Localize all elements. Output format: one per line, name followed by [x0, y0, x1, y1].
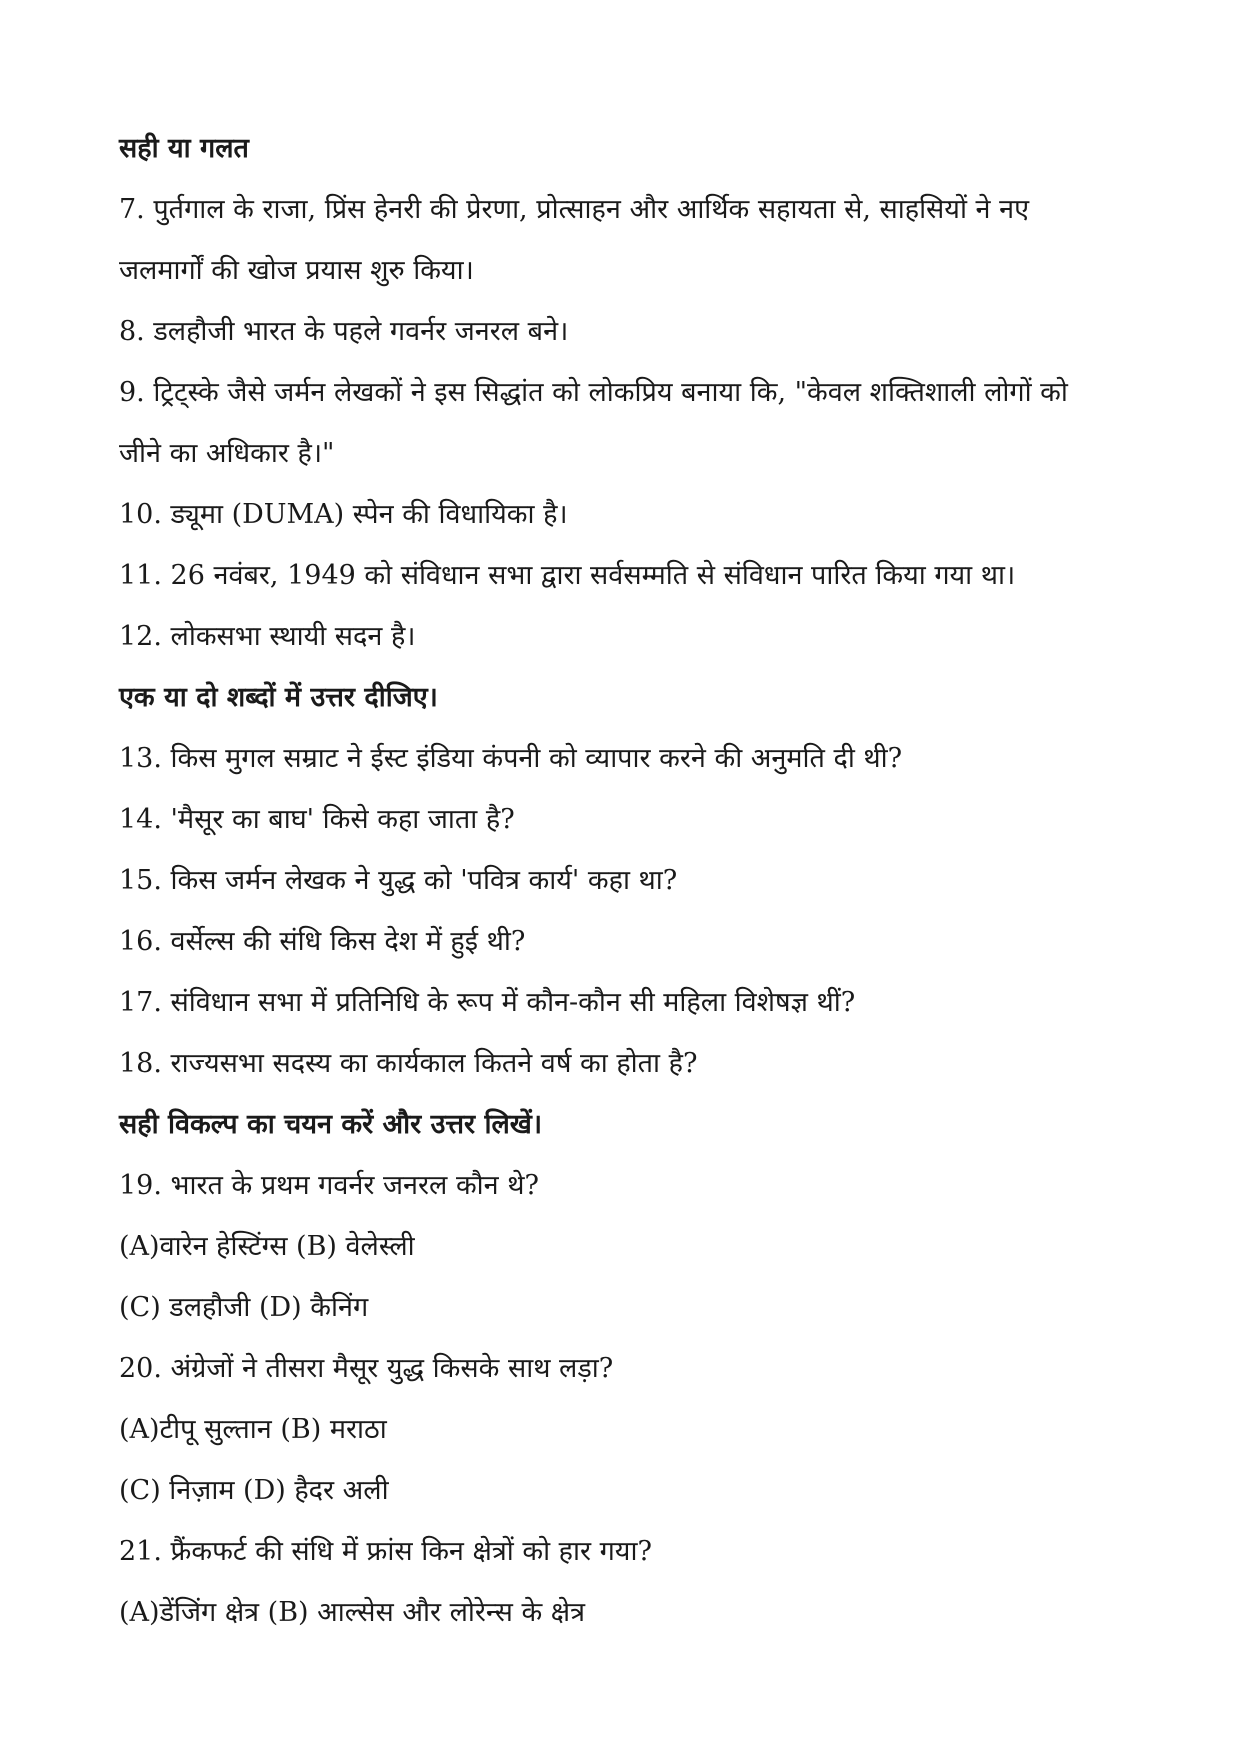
- question-19: 19. भारत के प्रथम गवर्नर जनरल कौन थे?: [119, 1170, 539, 1201]
- section-heading-short-answer: एक या दो शब्दों में उत्तर दीजिए।: [119, 682, 438, 713]
- question-7-line-2: जलमार्गों की खोज प्रयास शुरु किया।: [119, 255, 474, 286]
- section-heading-true-false: सही या गलत: [119, 133, 249, 164]
- question-8: 8. डलहौजी भारत के पहले गवर्नर जनरल बने।: [119, 316, 569, 347]
- question-10: 10. ड्यूमा (DUMA) स्पेन की विधायिका है।: [119, 499, 568, 530]
- section-heading-multiple-choice: सही विकल्प का चयन करें और उत्तर लिखें।: [119, 1109, 543, 1140]
- question-17: 17. संविधान सभा में प्रतिनिधि के रूप में कौन-कौन सी महिला विशेषज्ञ थीं?: [119, 987, 856, 1018]
- question-9-line-1: 9. ट्रिट्स्के जैसे जर्मन लेखकों ने इस सिद्धांत को लोकप्रिय बनाया कि, "केवल शक्तिशाली लोगों को: [119, 377, 1068, 408]
- question-13: 13. किस मुगल सम्राट ने ईस्ट इंडिया कंपनी को व्यापार करने की अनुमति दी थी?: [119, 743, 903, 774]
- question-20-options-cd: (C) निज़ाम (D) हैदर अली: [119, 1475, 389, 1506]
- question-19-options-ab: (A)वारेन हेस्टिंग्स (B) वेलेस्ली: [119, 1231, 415, 1262]
- question-9-line-2: जीने का अधिकार है।": [119, 438, 335, 469]
- question-list: [119, 118, 1129, 1643]
- question-14: 14. 'मैसूर का बाघ' किसे कहा जाता है?: [119, 804, 515, 835]
- question-21: 21. फ्रैंकफर्ट की संधि में फ्रांस किन क्षेत्रों को हार गया?: [119, 1536, 652, 1567]
- question-12: 12. लोकसभा स्थायी सदन है।: [119, 621, 416, 652]
- question-21-options-ab: (A)डेंजिंग क्षेत्र (B) आल्सेस और लोरेन्स के क्षेत्र: [119, 1597, 586, 1628]
- question-19-options-cd: (C) डलहौजी (D) कैनिंग: [119, 1292, 369, 1323]
- question-16: 16. वर्सेल्स की संधि किस देश में हुई थी?: [119, 926, 526, 957]
- question-15: 15. किस जर्मन लेखक ने युद्ध को 'पवित्र कार्य' कहा था?: [119, 865, 678, 896]
- question-11: 11. 26 नवंबर, 1949 को संविधान सभा द्वारा सर्वसम्मति से संविधान पारित किया गया था।: [119, 560, 1016, 591]
- question-18: 18. राज्यसभा सदस्य का कार्यकाल कितने वर्ष का होता है?: [119, 1048, 698, 1079]
- question-20: 20. अंग्रेजों ने तीसरा मैसूर युद्ध किसके साथ लड़ा?: [119, 1353, 614, 1384]
- question-7-line-1: 7. पुर्तगाल के राजा, प्रिंस हेनरी की प्रेरणा, प्रोत्साहन और आर्थिक सहायता से, साहसियों ने नए: [119, 194, 1030, 225]
- question-20-options-ab: (A)टीपू सुल्तान (B) मराठा: [119, 1414, 387, 1445]
